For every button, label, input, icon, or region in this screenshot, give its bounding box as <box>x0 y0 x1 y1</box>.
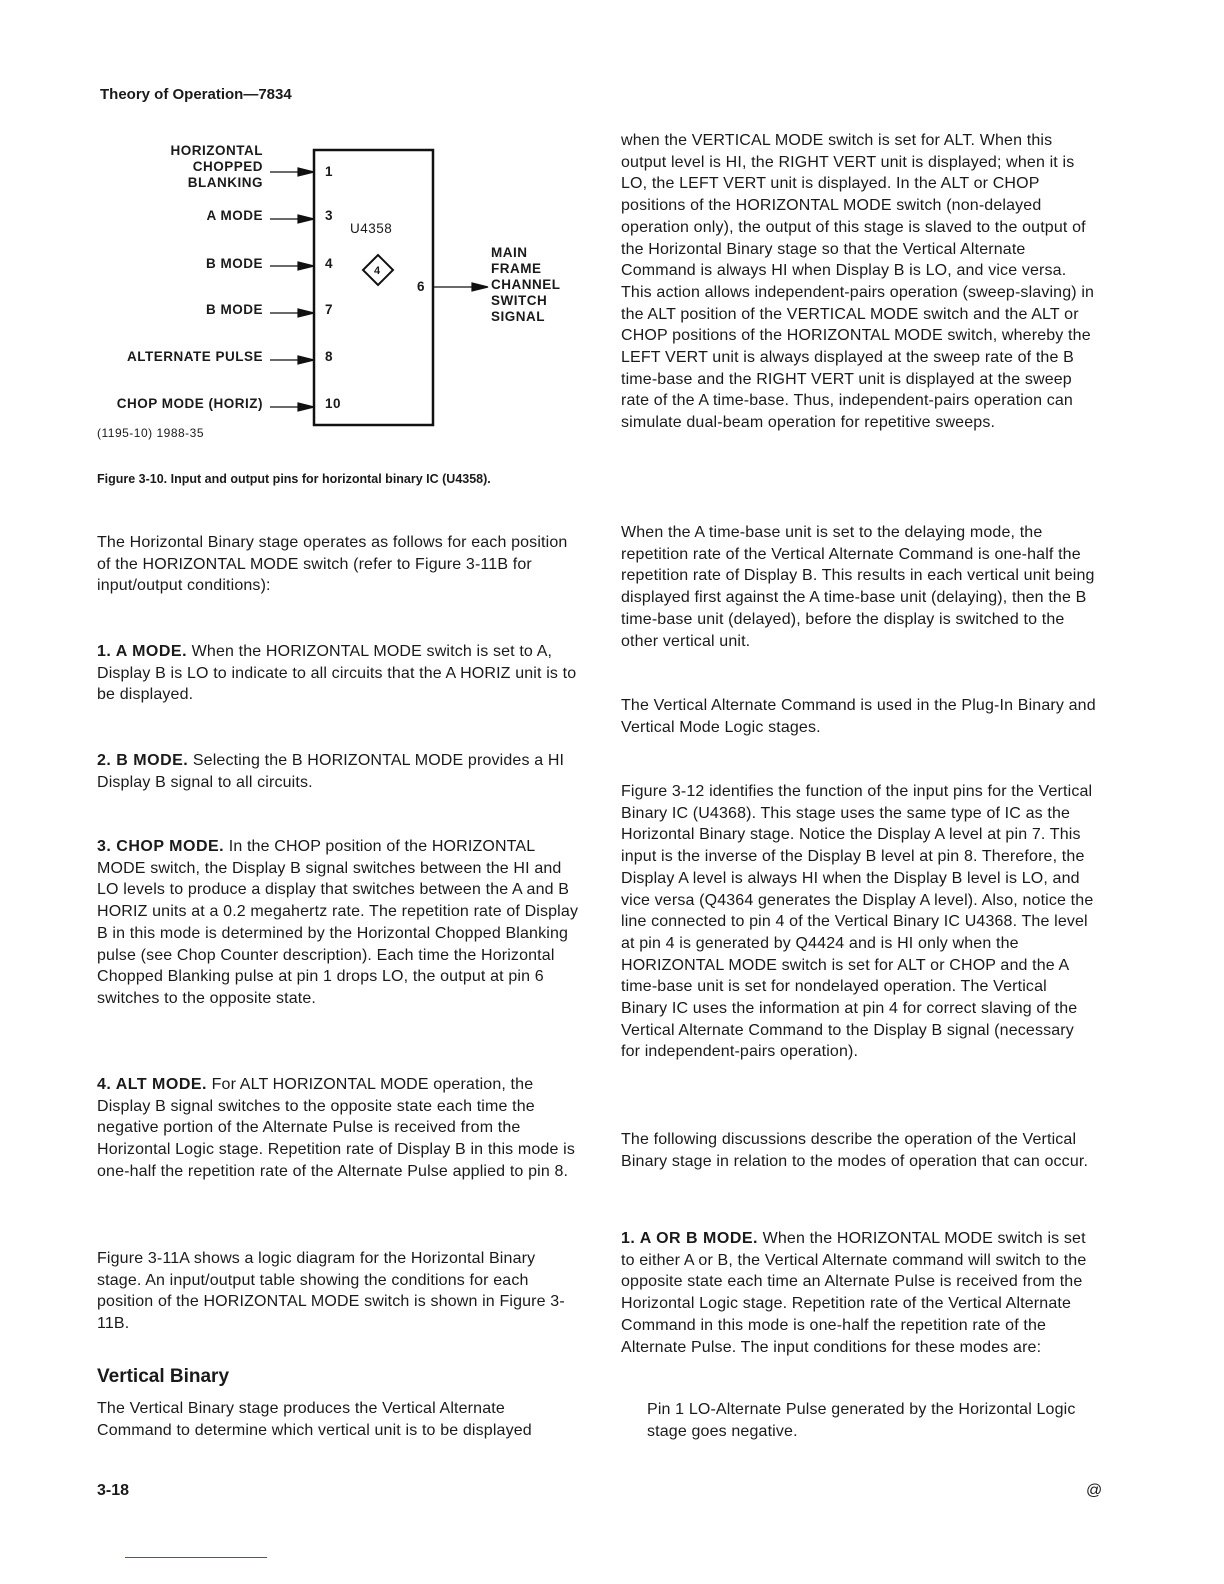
label-alternate-pulse: ALTERNATE PULSE <box>126 349 263 364</box>
a-or-b-mode-heading: 1. A OR B MODE. <box>621 1230 758 1247</box>
figure-ref: (1195-10) 1988-35 <box>97 426 205 440</box>
pin-1: 1 <box>325 164 334 179</box>
alt-mode-text: For ALT HORIZONTAL MODE operation, the Display B signal switches to the opposite state each time the negative portion of the Alternate Pulse is received from the Horizontal Logic stage. Repetition rate of Display B in this mode is one-half the repetition rate of the Alternate Pulse applied to pin 8. <box>97 1076 575 1180</box>
b-mode-text: Selecting the B HORIZONTAL MODE provides a HI Display B signal to all circuits. <box>97 752 565 791</box>
chop-mode-heading: 3. CHOP MODE. <box>97 838 225 855</box>
a-mode-text: When the HORIZONTAL MODE switch is set to A, Display B is LO to indicate to all circuits that the A HORIZ unit is to be displayed. <box>97 643 577 704</box>
right-paragraph-4: Figure 3-12 identifies the function of the input pins for the Vertical Binary IC (U4368). This stage uses the same type of IC as the Horizontal Binary stage. Notice the Display A level at pin 7. This input is the inverse of the Display B level at pin 8. Therefore, the Display A level is always HI when the Display B level is LO, and vice versa (Q4364 generates the Display A level). Also, notice the line connected to pin 4 of the Vertical Binary IC U4368. The level at pin 4 is generated by Q4424 and is HI only when the HORIZONTAL MODE switch is set for ALT or CHOP and the A time-base unit is set for nondelayed operation. The Vertical Binary IC uses the information at pin 4 for correct slaving of the Vertical Alternate Command to the Display B signal (necessary for independent-pairs operation). <box>621 783 1094 1061</box>
label-main-frame-channel-switch-signal: MAIN FRAME CHANNEL SWITCH SIGNAL <box>491 245 561 324</box>
pin-7: 7 <box>325 302 334 317</box>
right-paragraph-5: The following discussions describe the operation of the Vertical Binary stage in relation to the modes of operation that can occur. <box>621 1131 1089 1170</box>
pin-4: 4 <box>325 256 334 271</box>
a-or-b-mode-paragraph <box>621 1228 1097 1358</box>
vertical-binary-paragraph: The Vertical Binary stage produces the Vertical Alternate Command to determine which vertical unit is to be displayed <box>97 1400 532 1439</box>
a-mode-heading: 1. A MODE. <box>97 643 188 660</box>
section-heading-vertical-binary: Vertical Binary <box>97 1366 230 1387</box>
label-a-mode: A MODE <box>206 208 263 223</box>
ic-name: U4358 <box>350 221 393 236</box>
pin1-condition: Pin 1 LO-Alternate Pulse generated by the Horizontal Logic stage goes negative. <box>647 1401 1076 1440</box>
a-mode-paragraph <box>97 641 579 706</box>
intro-paragraph: The Horizontal Binary stage operates as follows for each position of the HORIZONTAL MODE switch (refer to Figure 3-11B for input/output conditions): <box>97 534 568 595</box>
figure-311-paragraph: Figure 3-11A shows a logic diagram for the Horizontal Binary stage. An input/output table showing the conditions for each position of the HORIZONTAL MODE switch is shown in Figure 3-11B. <box>97 1250 565 1333</box>
input-arrows <box>270 168 488 411</box>
pin-8: 8 <box>325 349 334 364</box>
a-or-b-mode-text: When the HORIZONTAL MODE switch is set to either A or B, the Vertical Alternate command will switch to the opposite state each time an Alternate Pulse is received from the Horizontal Logic stage. Repetition rate of the Vertical Alternate Command in this mode is one-half the repetition rate of the Alternate Pulse. The input conditions for these modes are: <box>621 1230 1087 1356</box>
right-paragraph-2: When the A time-base unit is set to the delaying mode, the repetition rate of the Vertical Alternate Command is one-half the repetition rate of Display B. This results in each vertical unit being displayed first against the A time-base unit (delaying), then the B time-base unit (delayed), before the display is switched to the other vertical unit. <box>621 524 1095 650</box>
chop-mode-paragraph <box>97 836 579 1010</box>
diamond-number: 4 <box>374 265 381 277</box>
page-number: 3-18 <box>97 1482 130 1499</box>
alt-mode-paragraph <box>97 1074 579 1183</box>
ic-body <box>314 150 433 425</box>
label-b-mode: B MODE <box>206 256 263 271</box>
b-mode-heading: 2. B MODE. <box>97 752 189 769</box>
right-paragraph-1: when the VERTICAL MODE switch is set for ALT. When this output level is HI, the RIGHT VERT unit is displayed; when it is LO, the LEFT VERT unit is displayed. In the ALT or CHOP positions of the HORIZONTAL MODE switch (non-delayed operation only), the output of this stage is slaved to the output of the Horizontal Binary stage so that the Vertical Alternate Command is always HI when Display B is LO, and vice versa. This action allows independent-pairs operation (sweep-slaving) in the ALT position of the VERTICAL MODE switch and the ALT or CHOP positions of the HORIZONTAL MODE switch, whereby the LEFT VERT unit is always displayed at the sweep rate of the B time-base and the RIGHT VERT unit is displayed at the sweep rate of the A time-base. Thus, independent-pairs operation can simulate dual-beam operation for repetitive sweeps. <box>621 132 1095 432</box>
label-b-mode-2: B MODE <box>206 302 263 317</box>
label-horizontal-chopped-blanking: HORIZONTAL CHOPPED BLANKING <box>170 143 263 190</box>
figure-caption: Figure 3-10. Input and output pins for horizontal binary IC (U4358). <box>97 472 491 486</box>
pin-3: 3 <box>325 208 334 223</box>
chop-mode-text: In the CHOP position of the HORIZONTAL MODE switch, the Display B signal switches between the HI and LO levels to produce a display that switches between the A and B HORIZ units at a 0.2 megahertz rate. The repetition rate of Display B in this mode is determined by the Horizontal Chopped Blanking pulse (see Chop Counter description). Each time the Horizontal Chopped Blanking pulse at pin 1 drops LO, the output at pin 6 switches to the opposite state. <box>97 838 579 1007</box>
pin-10: 10 <box>325 396 342 411</box>
footer-mark: @ <box>1086 1482 1103 1499</box>
alt-mode-heading: 4. ALT MODE. <box>97 1076 207 1093</box>
label-chop-mode: CHOP MODE (HORIZ) <box>116 396 263 411</box>
pin-6: 6 <box>417 279 426 294</box>
b-mode-paragraph <box>97 750 579 793</box>
bottom-rule <box>125 1557 267 1558</box>
right-paragraph-3: The Vertical Alternate Command is used in the Plug-In Binary and Vertical Mode Logic stages. <box>621 697 1096 736</box>
page-header: Theory of Operation—7834 <box>100 86 292 103</box>
